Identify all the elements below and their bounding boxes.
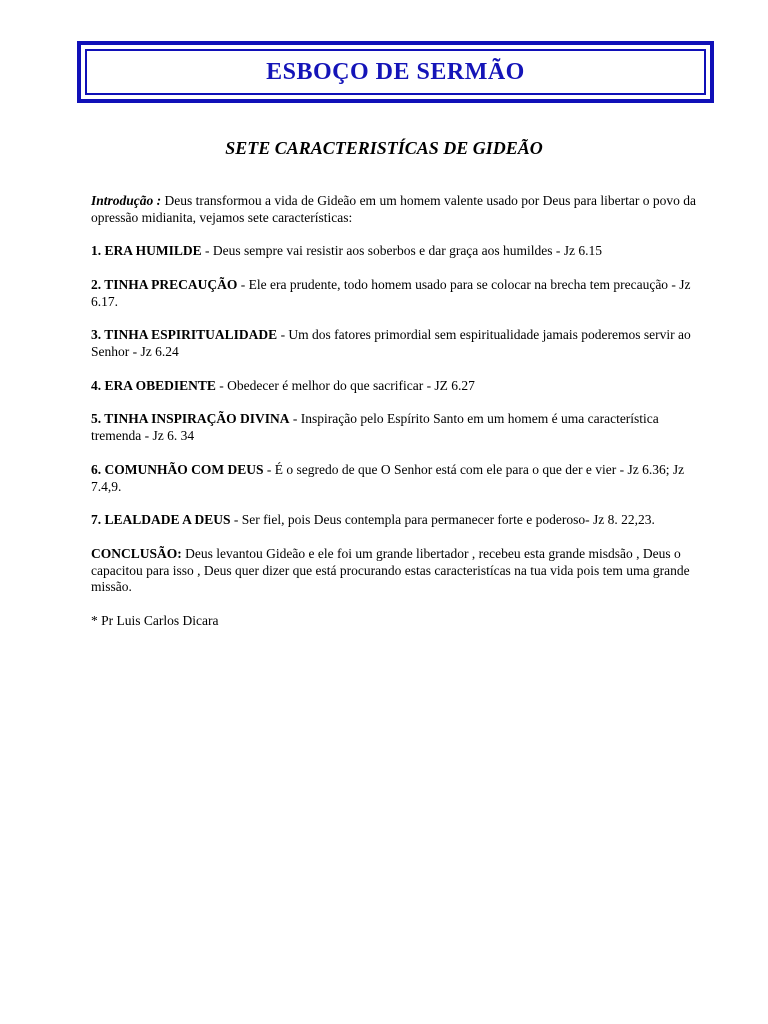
introduction-paragraph [91, 193, 696, 227]
list-item [91, 277, 696, 311]
list-item [91, 512, 696, 529]
item-text: - É o segredo de que O Senhor está com ele para o que der e vier - Jz 6.36; Jz 7.4,9. [91, 461, 685, 494]
item-text: - Inspiração pelo Espírito Santo em um homem é uma característica tremenda - Jz 6. 34 [91, 411, 659, 444]
list-item [91, 378, 696, 395]
item-text: - Obedecer é melhor do que sacrificar - JZ 6.27 [215, 377, 475, 393]
item-text: - Ele era prudente, todo homem usado para se colocar na brecha tem precaução - Jz 6.17. [91, 276, 691, 309]
item-text: - Um dos fatores primordial sem espiritualidade jamais poderemos servir ao Senhor - Jz 6.24 [91, 327, 691, 360]
item-heading: 4. ERA OBEDIENTE [91, 377, 216, 393]
list-item [91, 243, 696, 260]
conclusion-text: Deus levantou Gideão e ele foi um grande libertador , recebeu esta grande misdsão , Deus o capacitou para isso , Deus quer dizer que está procurando estas caracteristícas na tua vida pois tem uma grande missão. [91, 545, 690, 595]
author-signature: * Pr Luis Carlos Dicara [91, 612, 219, 628]
item-heading: 3. TINHA ESPIRITUALIDADE [91, 327, 278, 343]
sermon-subtitle: SETE CARACTERISTÍCAS DE GIDEÃO [225, 138, 543, 158]
document-title: ESBOÇO DE SERMÃO [266, 59, 525, 85]
list-item [91, 327, 696, 361]
conclusion-paragraph [91, 546, 696, 596]
item-text: - Ser fiel, pois Deus contempla para permanecer forte e poderoso- Jz 8. 22,23. [230, 512, 655, 528]
item-heading: 6. COMUNHÃO COM DEUS [91, 461, 264, 477]
introduction-label: Introdução : [91, 193, 162, 208]
conclusion-label: CONCLUSÃO: [91, 545, 182, 561]
list-item [91, 462, 696, 496]
item-heading: 5. TINHA INSPIRAÇÃO DIVINA [91, 411, 290, 427]
item-heading: 7. LEALDADE A DEUS [91, 512, 231, 528]
introduction-text: Deus transformou a vida de Gideão em um homem valente usado por Deus para libertar o povo da opressão midianita, vejamos sete características: [91, 193, 696, 225]
item-text: - Deus sempre vai resistir aos soberbos e dar graça aos humildes - Jz 6.15 [201, 243, 603, 259]
item-heading: 2. TINHA PRECAUÇÃO [91, 276, 238, 292]
sermon-body [91, 193, 696, 630]
title-box-inner [85, 49, 706, 95]
list-item [91, 411, 696, 445]
item-heading: 1. ERA HUMILDE [91, 243, 202, 259]
title-box [77, 41, 714, 103]
